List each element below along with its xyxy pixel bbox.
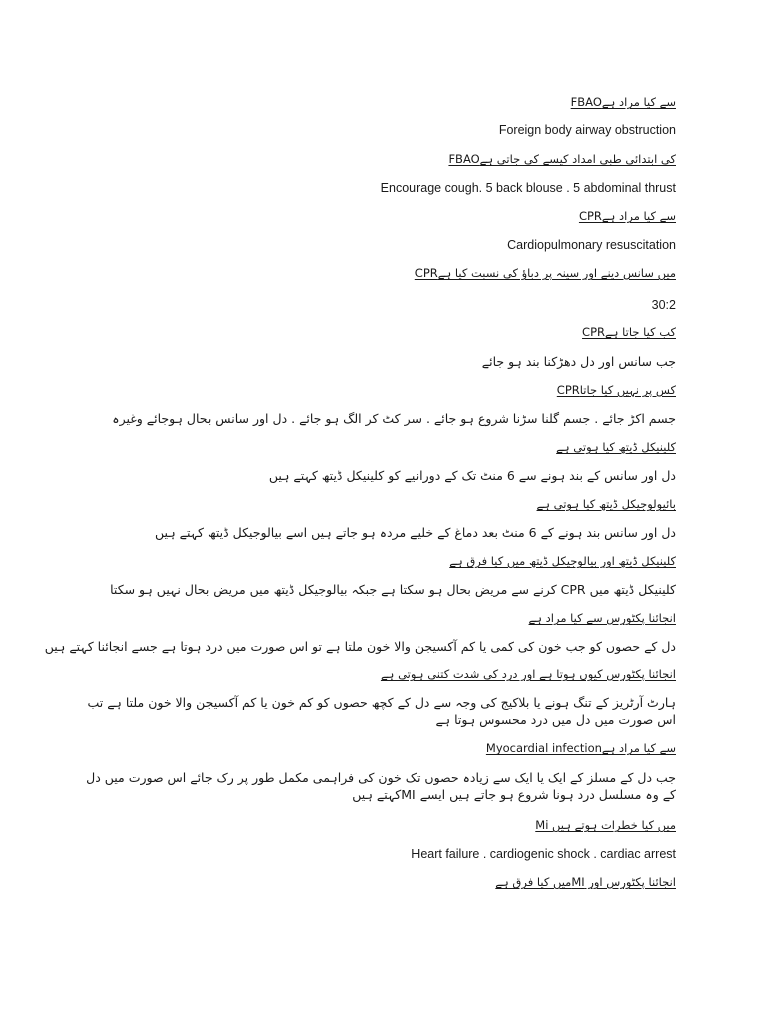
question-line: CPRمیں سانس دینے اور سینہ پر دباؤ کی نسبت کیا ہے [414, 266, 676, 280]
question-line: انجائنا پکٹورس سے کیا مراد ہے [528, 611, 676, 625]
answer-line: Heart failure . cardiogenic shock . cardiac arrest [411, 847, 676, 861]
question-line: FBAOکی ابتدائی طبی امداد کیسے کی جاتی ہے [448, 152, 676, 166]
answer-line: دل اور سانس کے بند ہونے سے 6 منٹ تک کے دورانیے کو کلینیکل ڈیتھ کہتے ہیں [268, 468, 676, 483]
answer-line: 30:2 [651, 298, 676, 312]
question-line: CPRکس پر نہیں کیا جاتا [556, 383, 676, 397]
answer-line: کلینیکل ڈیتھ میں CPR کرنے سے مریض بحال ہو سکتا ہے جبکہ بیالوجیکل ڈیتھ میں مریض بحال نہیں ہو سکتا [110, 582, 676, 597]
question-line: انجائنا پکٹورس کیوں ہوتا ہے اور درد کی شدت کتنی ہوتی ہے [380, 667, 676, 681]
answer-line: دل اور سانس بند ہونے کے 6 منٹ بعد دماغ کے خلیے مردہ ہو جاتے ہیں اسے بیالوجیکل ڈیتھ کہتے ہیں [155, 525, 676, 540]
question-line: FBAOسے کیا مراد ہے [570, 95, 676, 109]
answer-paragraph: جب دل کے مسلز کے ایک یا ایک سے زیادہ حصوں تک خون کی فراہمی مکمل طور پر رک جائے اس صورت میں دل کے وہ مسلسل درد ہونا شروع ہو جاتے ہیں ایسے MIکہتے ہیں [86, 770, 676, 802]
answer-line: Foreign body airway obstruction [498, 123, 676, 137]
question-line: Myocardial infectionسے کیا مراد ہے [485, 741, 676, 755]
question-line: Mi میں کیا خطرات ہوتے ہیں [535, 818, 676, 832]
question-line: کلینیکل ڈیتھ اور بیالوجیکل ڈیتھ میں کیا فرق ہے [449, 554, 676, 568]
question-line: CPRسے کیا مراد ہے [578, 209, 676, 223]
question-line: بائیولوجیکل ڈیتھ کیا ہوتی ہے [536, 497, 676, 511]
answer-paragraph: ہارٹ آرٹریز کے تنگ ہونے یا بلاکیج کی وجہ سے دل کے کچھ حصوں کو کم خون یا کم آکسیجن والا خون ملتا ہے تب اس صورت میں دل میں درد محسوس ہوتا ہے [87, 695, 676, 727]
answer-line: Encourage cough. 5 back blouse . 5 abdominal thrust [380, 181, 676, 195]
answer-line: جسم اکڑ جائے . جسم گلنا سڑنا شروع ہو جائے . سر کٹ کر الگ ہو جائے . دل اور سانس بحال ہوجائے وغیرہ [112, 411, 676, 426]
answer-line: دل کے حصوں کو جب خون کی کمی یا کم آکسیجن والا خون ملتا ہے تو اس صورت میں درد ہوتا ہے جسے انجائنا کہتے ہیں [44, 639, 676, 654]
question-line: انجائنا پکٹورس اور MIمیں کیا فرق ہے [495, 875, 676, 889]
answer-line: Cardiopulmonary resuscitation [507, 238, 676, 252]
question-line: CPRکب کیا جاتا ہے [582, 325, 676, 339]
question-line: کلینیکل ڈیتھ کیا ہوتی ہے [556, 440, 676, 454]
answer-line: جب سانس اور دل دھڑکنا بند ہو جائے [481, 354, 676, 369]
